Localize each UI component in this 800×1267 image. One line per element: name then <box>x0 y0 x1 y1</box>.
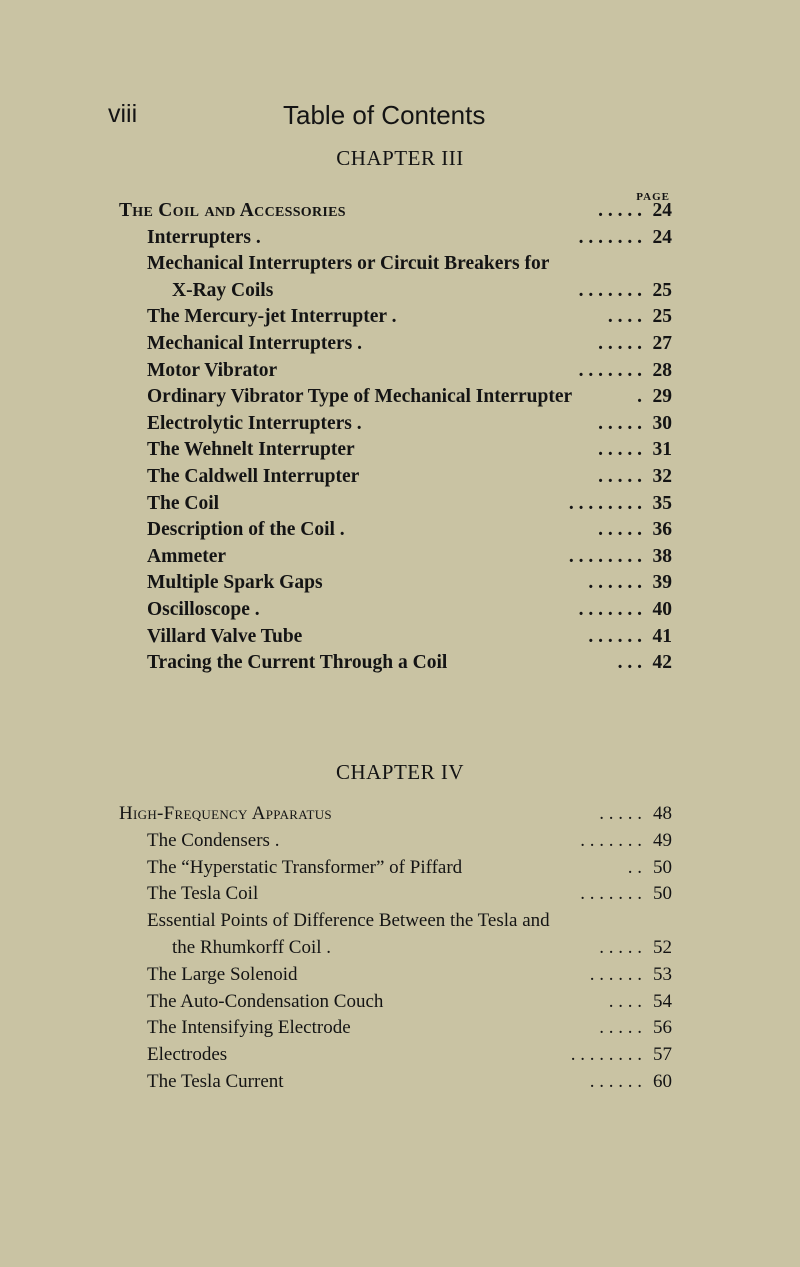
toc-entry[interactable] <box>0 200 800 227</box>
toc-entry-title: Multiple Spark Gaps <box>147 572 323 594</box>
toc-entry[interactable] <box>0 1044 800 1071</box>
toc-entry-leader: . . . . . . <box>588 572 642 594</box>
toc-entry-leader: . <box>637 386 642 408</box>
toc-entry-title: Mechanical Interrupters or Circuit Breakers for <box>147 253 550 275</box>
toc-entry-leader: . . . . . . . <box>578 598 642 620</box>
toc-entry-leader: . . . . . <box>598 332 642 354</box>
toc-entry-page-number: 35 <box>652 492 672 514</box>
toc-entry[interactable] <box>0 386 800 413</box>
toc-entry[interactable] <box>0 413 800 440</box>
toc-entry[interactable] <box>0 652 800 679</box>
toc-entry-page-number: 27 <box>652 332 672 354</box>
toc-entry-title: The Condensers . <box>147 829 280 851</box>
toc-entry-leader: . . . . . <box>598 465 642 487</box>
toc-entry-page-number: 60 <box>653 1070 672 1092</box>
toc-entry-leader: . . . . . . <box>589 1070 642 1092</box>
toc-entry[interactable] <box>0 937 800 964</box>
toc-entry[interactable] <box>0 991 800 1018</box>
toc-entry-title: Villard Valve Tube <box>147 625 303 647</box>
toc-entry-page-number: 38 <box>652 545 672 567</box>
toc-entry-leader: . . . . . . <box>589 963 642 985</box>
toc-entry-leader: . . . . . <box>599 1017 642 1039</box>
toc-entry[interactable] <box>0 830 800 857</box>
toc-entry-page-number: 36 <box>652 519 672 541</box>
toc-entry[interactable] <box>0 883 800 910</box>
toc-entry[interactable] <box>0 227 800 254</box>
toc-entry-leader: . . . . . <box>599 936 642 958</box>
toc-entry-leader: . . . <box>617 652 642 674</box>
toc-entry-page-number: 56 <box>653 1017 672 1039</box>
toc-entry-title: The Coil <box>147 492 220 514</box>
toc-entry-title: Essential Points of Difference Between the Tesla and <box>147 910 550 932</box>
toc-entry-leader: . . <box>627 856 642 878</box>
toc-entry-page-number: 25 <box>652 306 672 328</box>
toc-entry[interactable] <box>0 466 800 493</box>
toc-entry-page-number: 49 <box>653 829 672 851</box>
toc-entry-page-number: 57 <box>653 1044 672 1066</box>
toc-entry-leader: . . . . <box>608 990 642 1012</box>
toc-entry-page-number: 29 <box>652 386 672 408</box>
toc-entry-leader: . . . . <box>607 306 642 328</box>
toc-entry-page-number: 39 <box>652 572 672 594</box>
toc-entry-leader: . . . . . . . <box>580 829 642 851</box>
toc-entry[interactable] <box>0 626 800 653</box>
toc-entry-title: The Intensifying Electrode <box>147 1017 351 1039</box>
toc-entry[interactable] <box>0 439 800 466</box>
toc-entry-page-number: 50 <box>653 856 672 878</box>
toc-entry[interactable] <box>0 306 800 333</box>
toc-entry-title: The Auto-Condensation Couch <box>147 990 384 1012</box>
toc-entry-page-number: 42 <box>652 652 672 674</box>
toc-entry-page-number: 25 <box>652 279 672 301</box>
toc-entry[interactable] <box>0 857 800 884</box>
toc-entry[interactable] <box>0 803 800 830</box>
toc-entry-title: Motor Vibrator <box>147 359 278 381</box>
toc-entry-page-number: 50 <box>653 883 672 905</box>
toc-entry[interactable] <box>0 599 800 626</box>
toc-entry[interactable] <box>0 910 800 937</box>
toc-entry-title: The “Hyperstatic Transformer” of Piffard <box>147 856 463 878</box>
page-column-label: PAGE <box>636 191 670 203</box>
toc-entry-title: The Caldwell Interrupter <box>147 465 360 487</box>
toc-entry-page-number: 54 <box>653 990 672 1012</box>
toc-entry[interactable] <box>0 1017 800 1044</box>
toc-entry-title: Interrupters . <box>147 226 261 248</box>
toc-entry-title: The Tesla Current <box>147 1070 284 1092</box>
toc-entry-title: High-Frequency Apparatus <box>119 803 332 824</box>
toc-entry-title: The Large Solenoid <box>147 963 298 985</box>
toc-entry-page-number: 24 <box>652 226 672 248</box>
running-title: Table of Contents <box>283 100 486 130</box>
toc-entry-page-number: 53 <box>653 963 672 985</box>
toc-entry-title: The Mercury-jet Interrupter . <box>147 306 397 328</box>
toc-entry-title: The Tesla Coil <box>147 883 259 905</box>
toc-entry-page-number: 41 <box>652 625 672 647</box>
toc-entry-page-number: 52 <box>653 936 672 958</box>
toc-entry-page-number: 24 <box>652 200 672 221</box>
toc-entry-title: Mechanical Interrupters . <box>147 332 362 354</box>
toc-entry[interactable] <box>0 572 800 599</box>
toc-entry-page-number: 30 <box>652 412 672 434</box>
page-folio: viii <box>108 100 138 128</box>
toc-entry-leader: . . . . . <box>598 412 642 434</box>
running-header <box>0 100 800 140</box>
chapter-4-entries <box>0 803 800 1098</box>
toc-entry-leader: . . . . . . . <box>578 359 642 381</box>
toc-entry-page-number: 32 <box>652 465 672 487</box>
toc-entry-title: X-Ray Coils <box>172 279 274 301</box>
toc-entry-title: Description of the Coil . <box>147 519 345 541</box>
toc-entry-title: the Rhumkorff Coil . <box>172 936 332 958</box>
toc-entry-leader: . . . . . <box>598 519 642 541</box>
chapter-3-title: CHAPTER III <box>336 146 464 170</box>
toc-entry[interactable] <box>0 964 800 991</box>
toc-entry[interactable] <box>0 360 800 387</box>
toc-entry-title: Ammeter <box>147 545 227 567</box>
toc-entry-page-number: 28 <box>652 359 672 381</box>
toc-entry-leader: . . . . . . . . <box>568 492 642 514</box>
toc-entry-leader: . . . . . . . <box>578 226 642 248</box>
toc-entry-title: Oscilloscope . <box>147 598 260 620</box>
toc-entry-page-number: 31 <box>652 439 672 461</box>
toc-entry-leader: . . . . . . <box>588 625 642 647</box>
toc-entry-title: Electrodes <box>147 1044 228 1066</box>
toc-entry-title: Electrolytic Interrupters . <box>147 412 362 434</box>
toc-entry-leader: . . . . . <box>598 439 642 461</box>
toc-entry-leader: . . . . . <box>598 200 642 221</box>
toc-entry-page-number: 48 <box>653 803 672 824</box>
toc-entry[interactable] <box>0 546 800 573</box>
chapter-3-entries <box>0 200 800 679</box>
chapter-4-title: CHAPTER IV <box>335 760 465 784</box>
toc-entry-page-number: 40 <box>652 598 672 620</box>
toc-entry-title: Ordinary Vibrator Type of Mechanical Interrupter <box>147 386 573 408</box>
toc-entry[interactable] <box>0 280 800 307</box>
toc-entry-leader: . . . . . . . <box>580 883 642 905</box>
toc-entry-title: The Coil and Accessories <box>119 200 346 221</box>
toc-entry[interactable] <box>0 1071 800 1098</box>
toc-entry[interactable] <box>0 493 800 520</box>
toc-entry-leader: . . . . . . . . <box>568 545 642 567</box>
toc-entry[interactable] <box>0 333 800 360</box>
toc-entry-leader: . . . . . . . <box>578 279 642 301</box>
toc-entry-title: Tracing the Current Through a Coil <box>147 652 448 674</box>
toc-entry[interactable] <box>0 253 800 280</box>
toc-entry[interactable] <box>0 519 800 546</box>
toc-entry-leader: . . . . . <box>599 803 642 824</box>
toc-entry-title: The Wehnelt Interrupter <box>147 439 355 461</box>
toc-entry-leader: . . . . . . . . <box>570 1044 642 1066</box>
